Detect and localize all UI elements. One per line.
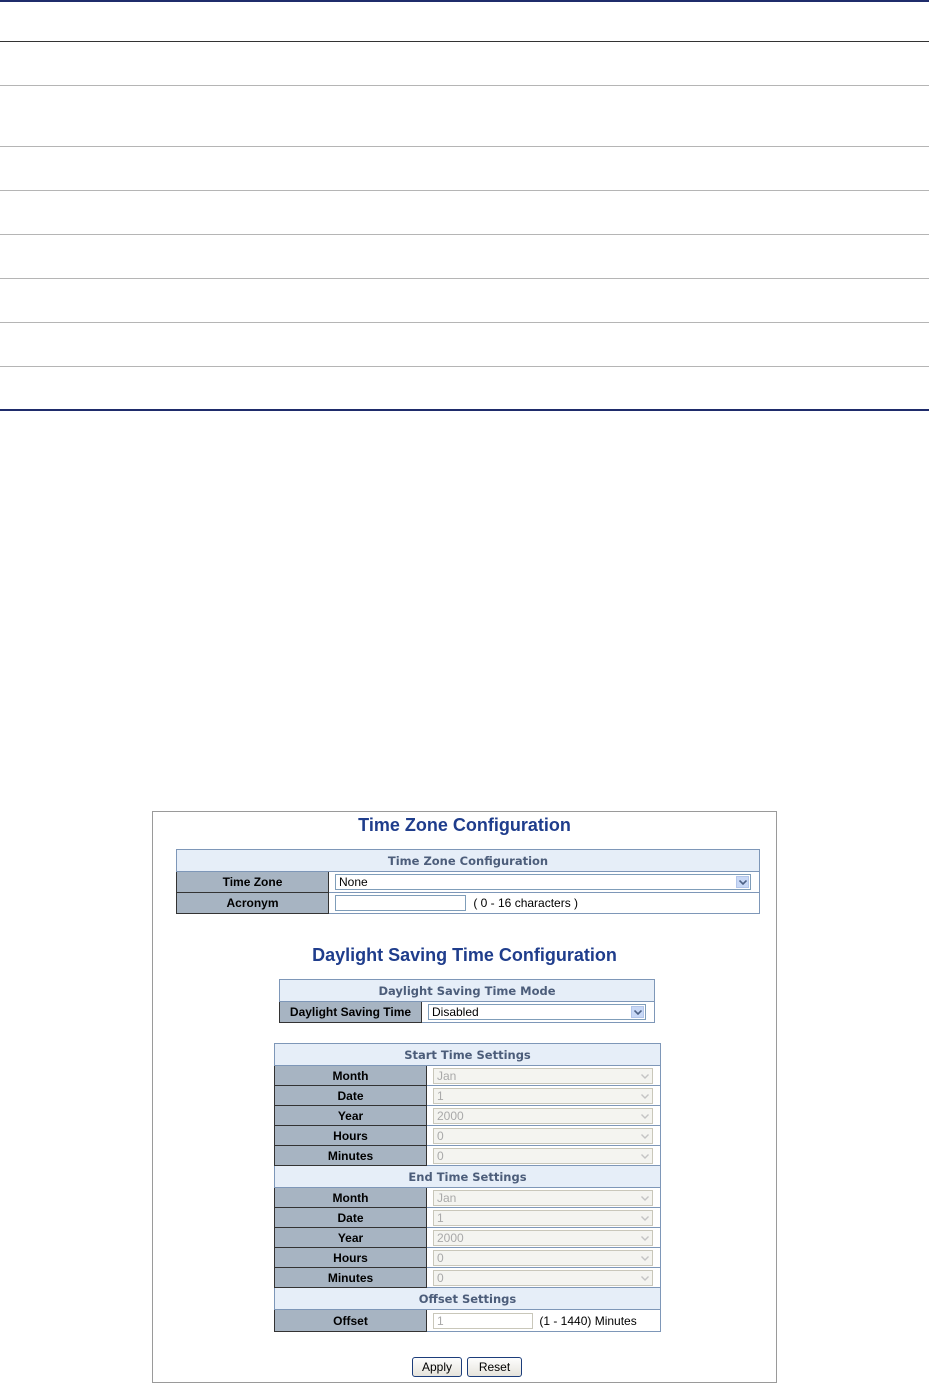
page-title: Time Zone Configuration (358, 815, 571, 835)
end-month-select[interactable] (433, 1190, 653, 1206)
start-month-label: Month (275, 1066, 427, 1086)
end-date-select[interactable] (433, 1210, 653, 1226)
start-minutes-label: Minutes (275, 1146, 427, 1166)
table-row-rule (0, 190, 929, 191)
end-year-value: 2000 (437, 1230, 464, 1245)
offset-header: Offset Settings (275, 1288, 661, 1310)
end-year-cell (427, 1228, 661, 1248)
start-year-value: 2000 (437, 1108, 464, 1123)
start-month-value: Jan (437, 1068, 457, 1083)
end-minutes-value: 0 (437, 1270, 444, 1285)
start-hours-cell (427, 1126, 661, 1146)
end-hours-label: Hours (275, 1248, 427, 1268)
table-row-rule (0, 85, 929, 86)
end-year-label: Year (275, 1228, 427, 1248)
start-month-select[interactable] (433, 1068, 653, 1084)
dst-select[interactable] (428, 1004, 646, 1020)
start-minutes-cell (427, 1146, 661, 1166)
chevron-down-icon (638, 1252, 651, 1264)
end-date-value: 1 (437, 1210, 444, 1225)
end-month-value: Jan (437, 1190, 457, 1205)
end-hours-value: 0 (437, 1250, 444, 1265)
acronym-hint: ( 0 - 16 characters ) (473, 896, 579, 910)
end-year-select[interactable] (433, 1230, 653, 1246)
acronym-cell (329, 893, 760, 914)
acronym-label: Acronym (177, 893, 329, 914)
table-header-rule (0, 41, 929, 42)
start-date-value: 1 (437, 1088, 444, 1103)
start-hours-label: Hours (275, 1126, 427, 1146)
table-row-rule (0, 234, 929, 235)
chevron-down-icon (638, 1192, 651, 1204)
end-hours-cell (427, 1248, 661, 1268)
start-minutes-value: 0 (437, 1148, 444, 1163)
dst-select-value: Disabled (432, 1005, 479, 1019)
reset-button[interactable]: Reset (467, 1357, 522, 1377)
table-row-rule (0, 146, 929, 147)
start-month-cell (427, 1066, 661, 1086)
table-row-rule (0, 366, 929, 367)
time-settings-table (274, 1043, 661, 1332)
end-date-label: Date (275, 1208, 427, 1228)
start-hours-value: 0 (437, 1128, 444, 1143)
offset-input[interactable]: 1 (433, 1313, 533, 1329)
chevron-down-icon (638, 1070, 651, 1082)
time-zone-table (176, 849, 760, 914)
end-minutes-select[interactable] (433, 1270, 653, 1286)
chevron-down-icon (638, 1212, 651, 1224)
start-time-header: Start Time Settings (275, 1044, 661, 1066)
chevron-down-icon (638, 1130, 651, 1142)
chevron-down-icon[interactable] (736, 876, 749, 888)
dst-title: Daylight Saving Time Configuration (312, 945, 617, 965)
start-year-select[interactable] (433, 1108, 653, 1124)
time-zone-cell (329, 872, 760, 893)
end-hours-select[interactable] (433, 1250, 653, 1266)
chevron-down-icon (638, 1090, 651, 1102)
start-date-label: Date (275, 1086, 427, 1106)
time-zone-config-screenshot (152, 811, 777, 1383)
end-month-cell (427, 1188, 661, 1208)
dst-mode-header: Daylight Saving Time Mode (280, 980, 655, 1002)
dst-cell (422, 1002, 655, 1023)
start-year-cell (427, 1106, 661, 1126)
table-top-rule (0, 0, 929, 2)
offset-label: Offset (275, 1310, 427, 1332)
acronym-input[interactable] (335, 895, 466, 911)
time-zone-select-value: None (339, 875, 368, 889)
chevron-down-icon (638, 1150, 651, 1162)
chevron-down-icon (638, 1110, 651, 1122)
table-bottom-rule (0, 409, 929, 411)
end-minutes-label: Minutes (275, 1268, 427, 1288)
start-date-cell (427, 1086, 661, 1106)
chevron-down-icon[interactable] (631, 1006, 644, 1018)
apply-button[interactable]: Apply (412, 1357, 462, 1377)
chevron-down-icon (638, 1272, 651, 1284)
offset-hint: (1 - 1440) Minutes (539, 1313, 637, 1328)
table-row-rule (0, 278, 929, 279)
start-minutes-select[interactable] (433, 1148, 653, 1164)
end-date-cell (427, 1208, 661, 1228)
start-date-select[interactable] (433, 1088, 653, 1104)
start-year-label: Year (275, 1106, 427, 1126)
chevron-down-icon (638, 1232, 651, 1244)
dst-mode-table (279, 979, 655, 1023)
table-row-rule (0, 322, 929, 323)
time-zone-select[interactable] (335, 874, 751, 890)
end-month-label: Month (275, 1188, 427, 1208)
time-zone-label: Time Zone (177, 872, 329, 893)
time-zone-table-header: Time Zone Configuration (177, 850, 760, 872)
dst-label: Daylight Saving Time (280, 1002, 422, 1023)
start-hours-select[interactable] (433, 1128, 653, 1144)
end-time-header: End Time Settings (275, 1166, 661, 1188)
end-minutes-cell (427, 1268, 661, 1288)
offset-cell (427, 1310, 661, 1332)
